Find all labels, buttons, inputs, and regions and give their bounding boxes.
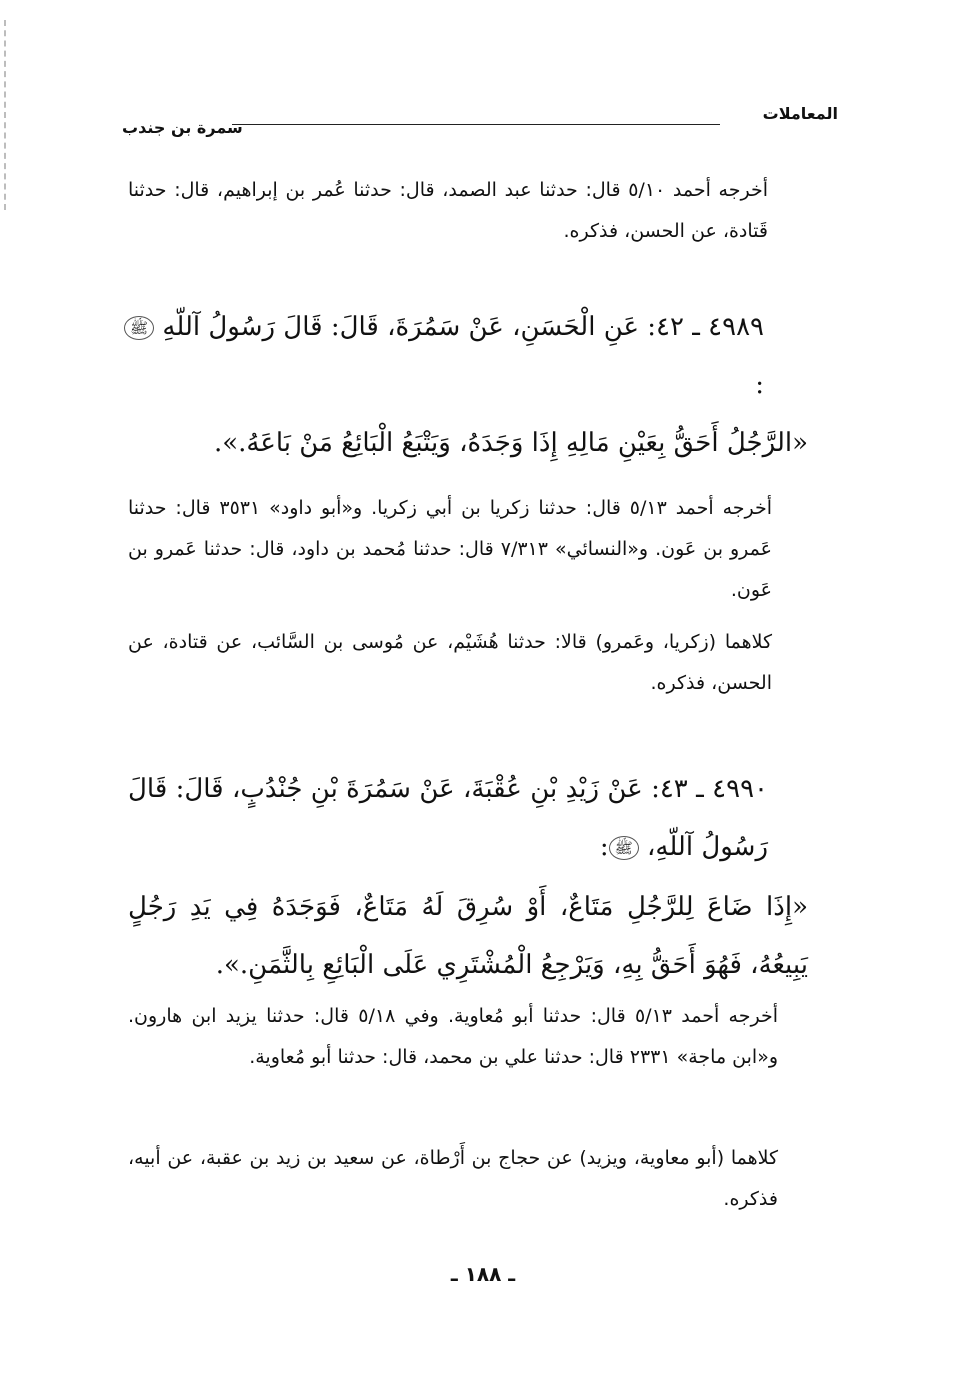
citation-note-2: أخرجه أحمد ٥/١٣ قال: حدثنا زكريا بن أبي زكريا. و«أبو داود» ٣٥٣١ قال: حدثنا عَمرو بن عَون. و«النسائي» ٧/٣١٣ قال: حدثنا مُحمد بن داود، قال: حدثنا عَمرو بن عَون. [128,497,773,601]
hadith-header-text: ٤٩٩٠ ـ ٤٣: عَنْ زَيْدِ بْنِ عُقْبَةَ، عَنْ سَمُرَةَ بْنِ جُنْدُبٍ، قَالَ: قَالَ رَسُولُ آللّهِ، [128,774,768,862]
citation-note-5: كلاهما (أبو معاوية، ويزيد) عن حجاج بن أَرْطاة، عن سعيد بن زيد بن عقبة، عن أبيه، فذكره. [128,1147,778,1210]
running-header [122,102,838,142]
hadith-text-4989: «الرَّجُلُ أَحَقُّ بِعَيْنِ مَالِهِ إِذَا وَجَدَهُ، وَيَتْبَعُ الْبَائِعُ مَنْ بَاعَهُ.». [213,428,808,458]
citation-note-3: كلاهما (زكريا، وعَمرو) قالا: حدثنا هُشَيْم، عن مُوسى بن السَّائب، عن قتادة، عن الحسن، فذكره. [128,631,772,694]
section-title: المعاملات [762,104,838,123]
honorific-mark: ﷺ [609,836,639,860]
hadith-text-4990: «إِذَا ضَاعَ لِلرَّجُلِ مَتَاعٌ، أَوْ سُرِقَ لَهُ مَتَاعٌ، فَوَجَدَهُ فِي يَدِ رَجُلٍ يَبِيعُهُ، فَهُوَ أَحَقُّ بِهِ، وَيَرْجِعُ الْمُشْتَرِي عَلَى الْبَائِعِ بِالثَّمَنِ.». [128,892,808,980]
chapter-title: سمرة بن جندب [122,118,243,137]
hadith-header-colon: : [755,370,764,400]
citation-note-4: أخرجه أحمد ٥/١٣ قال: حدثنا أبو مُعاوية. وفي ٥/١٨ قال: حدثنا يزيد ابن هارون. و«ابن ماجة» ٢٣٣١ قال: حدثنا علي بن محمد، قال: حدثنا أبو مُعاوية. [128,1005,778,1068]
hadith-header-4989 [124,298,764,414]
scan-edge-marks [4,20,8,210]
honorific-mark: ﷺ [124,316,154,340]
hadith-header-colon: : [599,832,609,862]
hadith-header-text: ٤٩٨٩ ـ ٤٢: عَنِ الْحَسَنِ، عَنْ سَمُرَةَ، قَالَ: قَالَ رَسُولُ آللّهِ [162,312,765,342]
page-number: ـ ١٨٨ ـ [450,1262,516,1286]
hadith-header-4990 [128,760,768,876]
citation-note-1: أخرجه أحمد ٥/١٠ قال: حدثنا عبد الصمد، قال: حدثنا عُمر بن إبراهيم، قال: حدثنا قَتادة، عن الحسن، فذكره. [128,179,768,242]
header-rule [232,124,720,125]
